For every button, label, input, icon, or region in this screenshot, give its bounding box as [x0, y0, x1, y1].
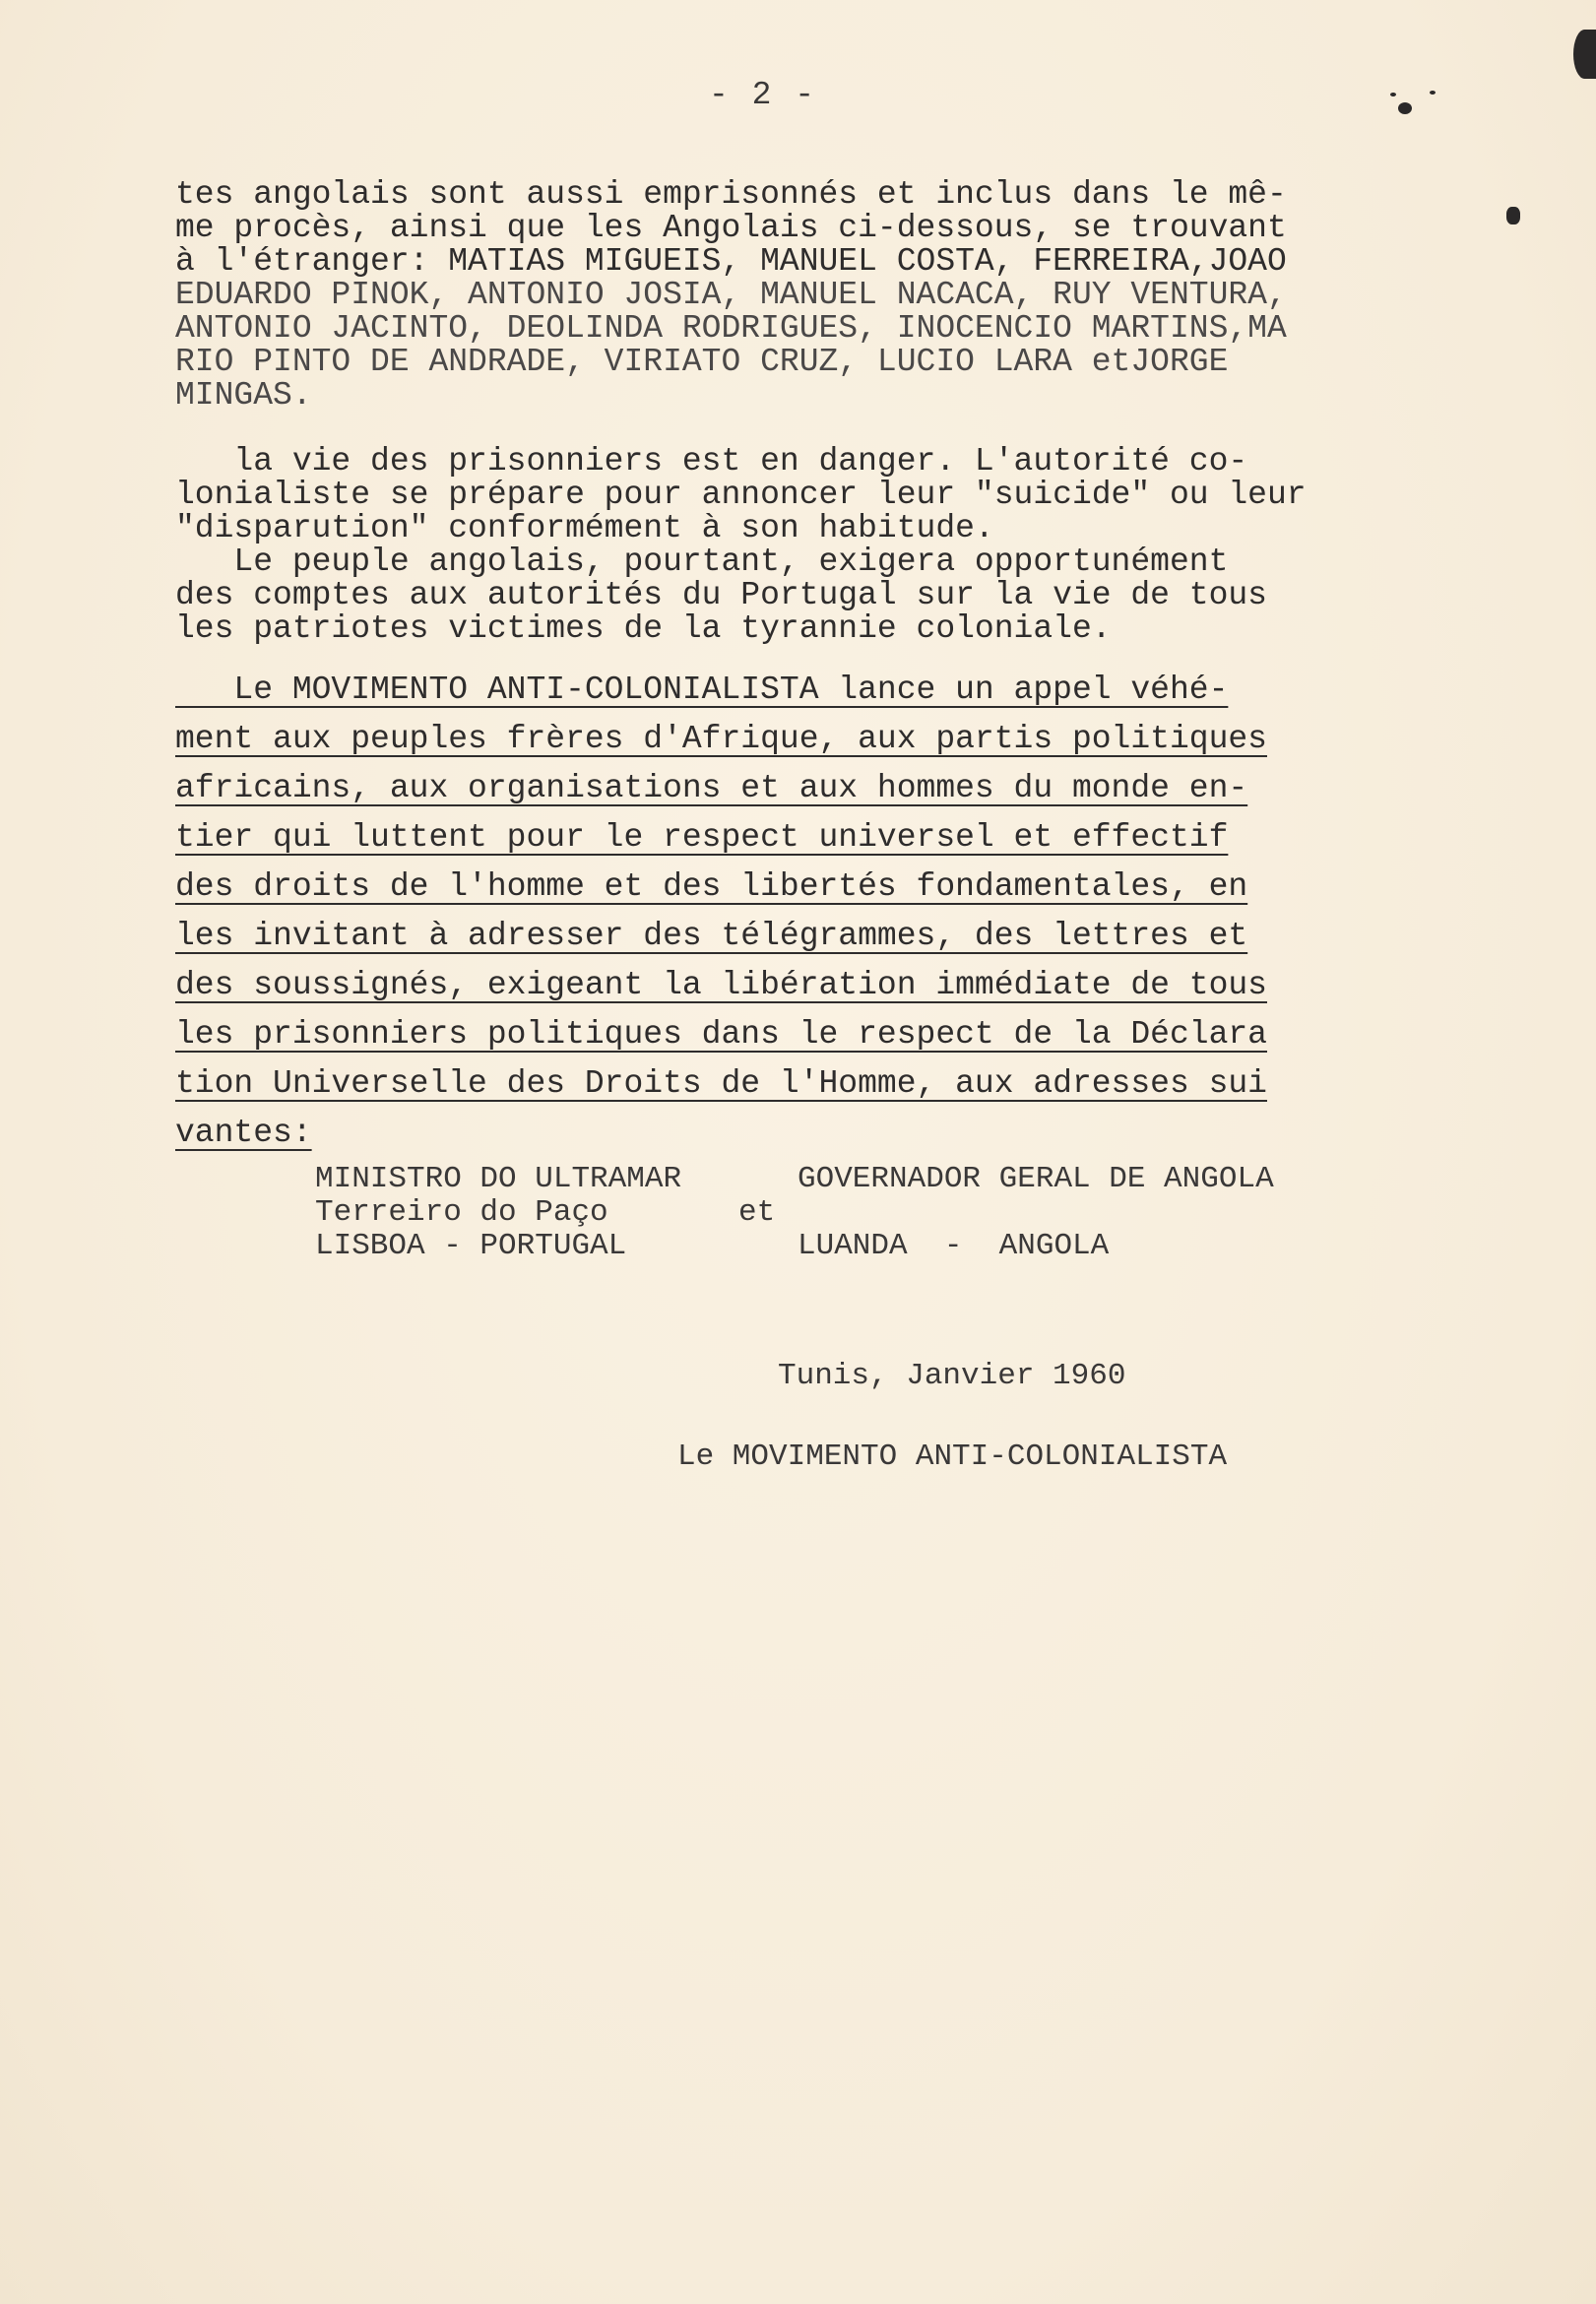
text-line: ment aux peuples frères d'Afrique, aux partis politiques	[175, 721, 1267, 757]
address-conjunction: et	[738, 1195, 776, 1230]
text-line: tier qui luttent pour le respect universel et effectif	[175, 819, 1229, 856]
text-line: Le peuple angolais, pourtant, exigera opportunément	[175, 544, 1229, 580]
text-line: vantes:	[175, 1115, 312, 1151]
text-line: ANTONIO JACINTO, DEOLINDA RODRIGUES, INOCENCIO MARTINS,MA	[175, 310, 1287, 347]
text-line: des droits de l'homme et des libertés fondamentales, en	[175, 868, 1248, 905]
page-number: - 2 -	[709, 77, 817, 113]
ink-smudge	[1390, 93, 1396, 96]
text-line: lonialiste se prépare pour annoncer leur "suicide" ou leur	[175, 477, 1307, 513]
text-line: à l'étranger: MATIAS MIGUEIS, MANUEL COSTA, FERREIRA,JOAO	[175, 243, 1287, 280]
text-line: Le MOVIMENTO ANTI-COLONIALISTA lance un appel véhé-	[175, 672, 1229, 708]
text-line: RIO PINTO DE ANDRADE, VIRIATO CRUZ, LUCIO LARA etJORGE	[175, 344, 1229, 380]
address-right-line: LUANDA - ANGOLA	[798, 1229, 1110, 1263]
text-line: des comptes aux autorités du Portugal sur la vie de tous	[175, 577, 1267, 613]
ink-smudge	[1398, 102, 1412, 114]
text-line: les patriotes victimes de la tyrannie coloniale.	[175, 610, 1112, 647]
ink-smudge	[1506, 207, 1520, 224]
ink-smudge	[1430, 91, 1436, 95]
text-line: tes angolais sont aussi emprisonnés et inclus dans le mê-	[175, 176, 1287, 213]
text-line: "disparution" conformément à son habitude.	[175, 510, 994, 546]
ink-smudge	[1573, 30, 1596, 79]
text-line: tion Universelle des Droits de l'Homme, aux adresses sui	[175, 1065, 1267, 1102]
signature: Le MOVIMENTO ANTI-COLONIALISTA	[677, 1440, 1228, 1474]
address-left-line: Terreiro do Paço	[315, 1195, 608, 1230]
text-line: des soussignés, exigeant la libération immédiate de tous	[175, 967, 1267, 1003]
text-line: MINGAS.	[175, 377, 312, 414]
text-line: les prisonniers politiques dans le respect de la Déclara	[175, 1016, 1267, 1053]
text-line: EDUARDO PINOK, ANTONIO JOSIA, MANUEL NACACA, RUY VENTURA,	[175, 277, 1287, 313]
address-left-line: MINISTRO DO ULTRAMAR	[315, 1162, 682, 1196]
text-line: me procès, ainsi que les Angolais ci-dessous, se trouvant	[175, 210, 1287, 246]
place-date: Tunis, Janvier 1960	[778, 1359, 1126, 1393]
address-left-line: LISBOA - PORTUGAL	[315, 1229, 627, 1263]
text-line: les invitant à adresser des télégrammes, des lettres et	[175, 918, 1248, 954]
text-line: la vie des prisonniers est en danger. L'autorité co-	[175, 443, 1248, 480]
text-line: africains, aux organisations et aux hommes du monde en-	[175, 770, 1248, 806]
address-right-line: GOVERNADOR GERAL DE ANGOLA	[798, 1162, 1274, 1196]
